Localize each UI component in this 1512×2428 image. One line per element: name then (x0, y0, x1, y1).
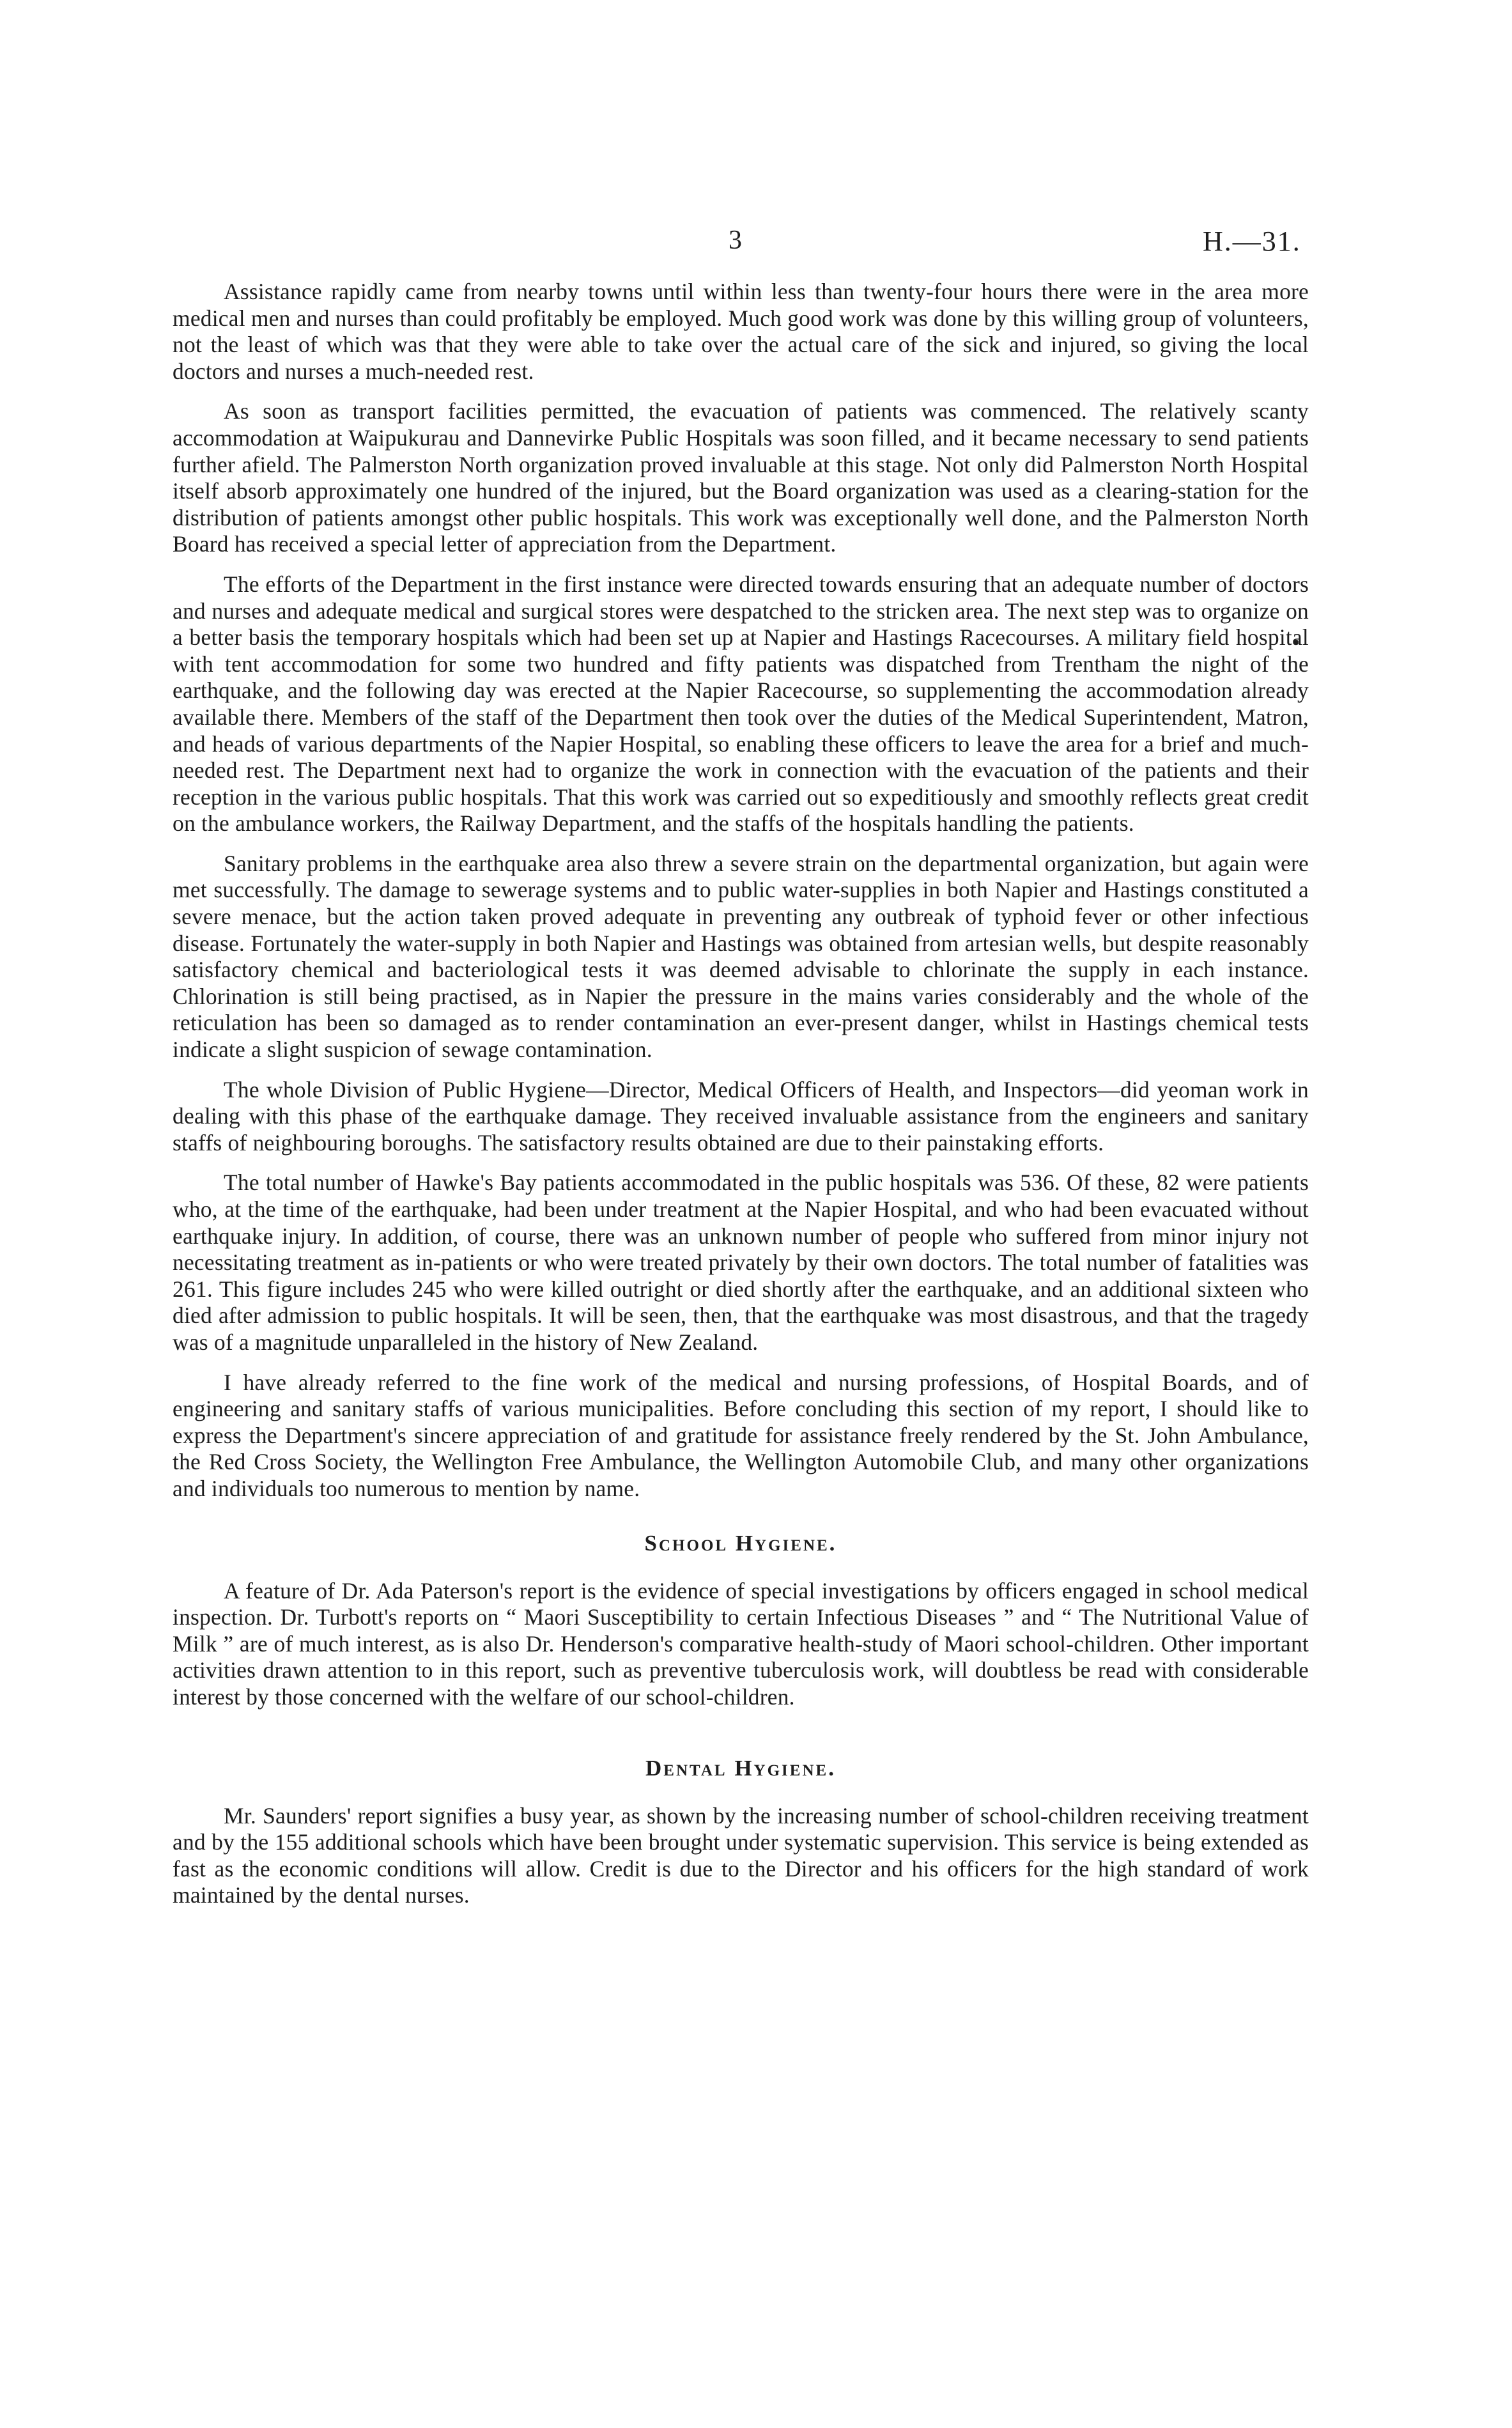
paragraph-volunteers: Assistance rapidly came from nearby towns until within less than twenty-four hours there were in the area more medical men and nurses than could profitably be employed. Much good work was done by this willing group of volunteers, not the least of which was that they were able to take over the actual care of the sick and injured, so giving the local doctors and nurses a much-needed rest. (173, 279, 1309, 384)
page-number: 3 (729, 226, 743, 255)
paragraph-acknowledgements: I have already referred to the fine work of the medical and nursing professions, of Hospital Boards, and of engineering and sanitary staffs of various municipalities. Before concluding this section of my report, I should like to express the Department's sincere appreciation of and gratitude for assistance freely rendered by the St. John Ambulance, the Red Cross Society, the Wellington Free Ambulance, the Wellington Automobile Club, and many other organizations and individuals too numerous to mention by name. (173, 1369, 1309, 1501)
section-heading-school-hygiene: School Hygiene. (644, 1530, 837, 1556)
document-body (173, 279, 1309, 1922)
section-heading-dental-hygiene: Dental Hygiene. (645, 1755, 836, 1781)
paragraph-public-hygiene-division: The whole Division of Public Hygiene—Director, Medical Officers of Health, and Inspectors—did yeoman work in dealing with this phase of the earthquake damage. They received invaluable assistance from the engineers and sanitary staffs of neighbouring boroughs. The satisfactory results obtained are due to their painstaking efforts. (173, 1076, 1309, 1156)
paragraph-evacuation: As soon as transport facilities permitted, the evacuation of patients was commenced. The relatively scanty accommodation at Waipukurau and Dannevirke Public Hospitals was soon filled, and it became necessary to send patients further afield. The Palmerston North organization proved invaluable at this stage. Not only did Palmerston North Hospital itself absorb approximately one hundred of the injured, but the Board organization was used as a clearing-station for the distribution of patients amongst other public hospitals. This work was exceptionally well done, and the Palmerston North Board has received a special letter of appreciation from the Department. (173, 398, 1309, 557)
paragraph-patient-statistics: The total number of Hawke's Bay patients accommodated in the public hospitals was 536. Of these, 82 were patients who, at the time of the earthquake, had been under treatment at the Napier Hospital, and who had been evacuated without earthquake injury. In addition, of course, there was an unknown number of people who suffered from minor injury not necessitating treatment as in-patients or who were treated privately by their own doctors. The total number of fatalities was 261. This figure includes 245 who were killed outright or died shortly after the earthquake, and an additional sixteen who died after admission to public hospitals. It will be seen, then, that the earthquake was most disastrous, and that the tragedy was of a magnitude unparalleled in the history of New Zealand. (173, 1170, 1309, 1355)
paragraph-dental-hygiene: Mr. Saunders' report signifies a busy year, as shown by the increasing number of school-children receiving treatment and by the 155 additional schools which have been brought under systematic supervision. This service is being extended as fast as the economic conditions will allow. Credit is due to the Director and his officers for the high standard of work maintained by the dental nurses. (173, 1802, 1309, 1908)
document-reference: H.—31. (1203, 226, 1301, 257)
paragraph-school-hygiene: A feature of Dr. Ada Paterson's report is the evidence of special investigations by officers engaged in school medical inspection. Dr. Turbott's reports on “ Maori Susceptibility to certain Infectious Diseases ” and “ The Nutritional Value of Milk ” are of much interest, as is also Dr. Henderson's comparative health-study of Maori school-children. Other important activities drawn attention to in this report, such as preventive tuberculosis work, will doubtless be read with considerable interest by those concerned with the welfare of our school-children. (173, 1577, 1309, 1710)
paragraph-sanitary-problems: Sanitary problems in the earthquake area also threw a severe strain on the departmental organization, but again were met successfully. The damage to sewerage systems and to public water-supplies in both Napier and Hastings constituted a severe menace, but the action taken proved adequate in preventing any outbreak of typhoid fever or other infectious disease. Fortunately the water-supply in both Napier and Hastings was obtained from artesian wells, but despite reasonably satisfactory chemical and bacteriological tests it was deemed advisable to chlorinate the supply in each instance. Chlorination is still being practised, as in Napier the pressure in the mains varies considerably and the whole of the reticulation has been so damaged as to render contamination an ever-present danger, whilst in Hastings chemical tests indicate a slight suspicion of sewage contamination. (173, 850, 1309, 1063)
paragraph-department-efforts: The efforts of the Department in the first instance were directed towards ensuring that an adequate number of doctors and nurses and adequate medical and surgical stores were despatched to the stricken area. The next step was to organize on a better basis the temporary hospitals which had been set up at Napier and Hastings Racecourses. A military field hospital with tent accommodation for some two hundred and fifty patients was dispatched from Trentham the night of the earthquake, and the following day was erected at the Napier Racecourse, so supplementing the accommodation already available there. Members of the staff of the Department then took over the duties of the Medical Superintendent, Matron, and heads of various departments of the Napier Hospital, so enabling these officers to leave the area for a brief and much-needed rest. The Department next had to organize the work in connection with the evacuation of the patients and their reception in the various public hospitals. That this work was carried out so expeditiously and smoothly reflects great credit on the ambulance workers, the Railway Department, and the staffs of the hospitals handling the patients. (173, 571, 1309, 837)
